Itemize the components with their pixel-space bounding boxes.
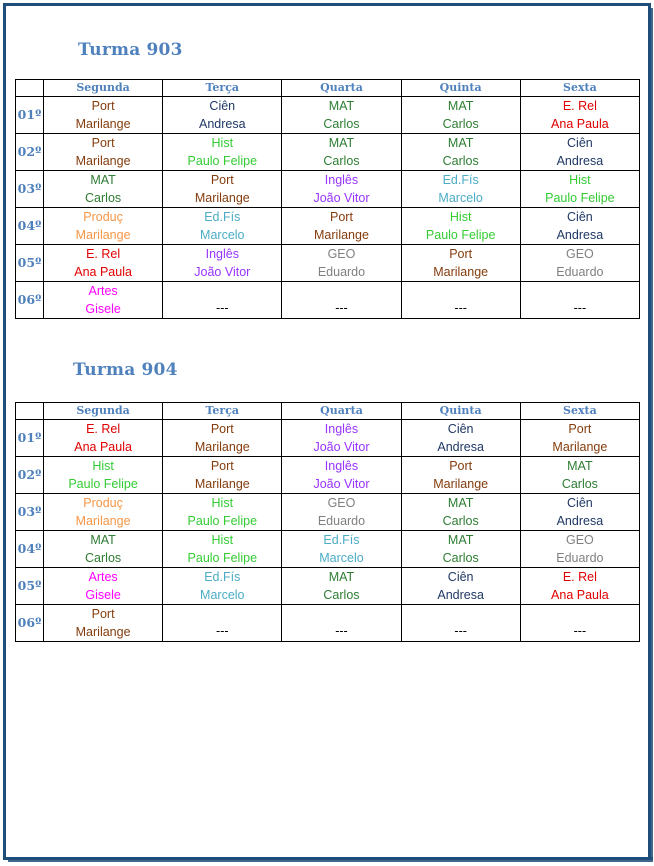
subject-label: Ciên [567, 210, 593, 224]
schedule-cell [163, 171, 282, 208]
teacher-label: Carlos [442, 154, 479, 168]
subject-label: Port [91, 136, 115, 150]
table-row [16, 208, 640, 245]
period-label: 05º [16, 568, 44, 605]
day-header: Sexta [520, 403, 639, 420]
subject-label: Port [210, 459, 234, 473]
schedule-cell [163, 134, 282, 171]
day-header: Segunda [44, 403, 163, 420]
subject-label: MAT [447, 136, 474, 150]
period-label: 03º [16, 171, 44, 208]
table-row [16, 457, 640, 494]
subject-label: Hist [211, 533, 234, 547]
schedule-cell [282, 282, 401, 319]
subject-label: Hist [449, 210, 472, 224]
schedule-cell [44, 605, 163, 642]
table-row [16, 97, 640, 134]
teacher-label: Carlos [442, 514, 479, 528]
period-label: 02º [16, 134, 44, 171]
subject-label: GEO [565, 533, 594, 547]
schedule-cell [44, 457, 163, 494]
table-row [16, 171, 640, 208]
schedule-cell [163, 605, 282, 642]
subject-label: Ed.Fís [323, 533, 360, 547]
schedule-cell [282, 134, 401, 171]
schedule-cell [401, 97, 520, 134]
subject-label: MAT [328, 570, 355, 584]
teacher-label: Andresa [437, 440, 484, 454]
subject-label: Hist [92, 459, 114, 473]
schedule-cell [520, 420, 639, 457]
schedule-cell [401, 208, 520, 245]
schedule-cell [401, 134, 520, 171]
schedule-cell [44, 568, 163, 605]
schedule-cell [401, 171, 520, 208]
schedule-cell [44, 134, 163, 171]
teacher-label: Paulo Felipe [545, 191, 615, 205]
table-row [16, 531, 640, 568]
table-title-903: Turma 903 [78, 40, 183, 60]
teacher-label: Paulo Felipe [68, 477, 138, 491]
subject-label: Inglês [324, 459, 359, 473]
teacher-label: Marcelo [438, 191, 483, 205]
teacher-label: Carlos [323, 117, 360, 131]
subject-label: E. Rel [86, 422, 121, 436]
schedule-cell [401, 420, 520, 457]
subject-label: Port [210, 173, 234, 187]
subject-label: MAT [90, 533, 116, 547]
schedule-cell [401, 531, 520, 568]
table-row [16, 134, 640, 171]
schedule-cell [282, 208, 401, 245]
period-label: 05º [16, 245, 44, 282]
schedule-cell [401, 494, 520, 531]
teacher-label: João Vitor [313, 191, 370, 205]
day-header: Quinta [401, 80, 520, 97]
day-header: Quinta [401, 403, 520, 420]
teacher-label: Carlos [85, 191, 122, 205]
schedule-cell [44, 282, 163, 319]
teacher-label: Andresa [556, 228, 604, 242]
subject-label: MAT [447, 99, 474, 113]
teacher-label: Marilange [194, 191, 250, 205]
subject-label: MAT [328, 99, 355, 113]
subject-label: Ciên [567, 496, 593, 510]
teacher-label: João Vitor [194, 265, 251, 279]
period-label: 02º [16, 457, 44, 494]
table-title-904: Turma 904 [73, 360, 178, 380]
subject-label: MAT [90, 173, 116, 187]
subject-label: E. Rel [562, 570, 597, 584]
subject-label: GEO [327, 247, 356, 261]
period-label: 04º [16, 531, 44, 568]
schedule-cell [282, 605, 401, 642]
schedule-cell [520, 245, 639, 282]
day-header: Quarta [282, 403, 401, 420]
teacher-label: Marcelo [200, 228, 245, 242]
subject-label: Port [568, 422, 592, 436]
subject-label: Ciên [447, 570, 474, 584]
teacher-label: Ana Paula [551, 117, 609, 131]
empty-slot: --- [216, 624, 229, 638]
teacher-label: Andresa [556, 154, 604, 168]
subject-label: Produç [83, 496, 123, 510]
schedule-cell [44, 420, 163, 457]
teacher-label: Carlos [85, 551, 122, 565]
subject-label: Produç [83, 210, 123, 224]
subject-label: Inglês [324, 173, 359, 187]
teacher-label: Carlos [323, 588, 360, 602]
subject-label: Hist [211, 496, 234, 510]
teacher-label: Gisele [85, 302, 121, 316]
subject-label: E. Rel [86, 247, 121, 261]
subject-label: Port [91, 99, 115, 113]
empty-slot: --- [573, 301, 587, 315]
teacher-label: Marilange [314, 228, 369, 242]
schedule-cell [282, 531, 401, 568]
day-header: Terça [163, 80, 282, 97]
subject-label: Port [449, 459, 473, 473]
teacher-label: Marilange [433, 265, 489, 279]
teacher-label: Paulo Felipe [187, 514, 258, 528]
teacher-label: Carlos [442, 117, 479, 131]
page-border-shadow-bottom [8, 857, 653, 862]
subject-label: Ed.Fís [442, 173, 479, 187]
schedule-table-903 [15, 79, 640, 319]
schedule-cell [163, 531, 282, 568]
table-row [16, 605, 640, 642]
schedule-cell [520, 134, 639, 171]
subject-label: Inglês [324, 422, 359, 436]
schedule-cell [401, 282, 520, 319]
empty-slot: --- [573, 624, 587, 638]
subject-label: GEO [327, 496, 356, 510]
schedule-cell [282, 171, 401, 208]
period-label: 01º [16, 97, 44, 134]
subject-label: Ciên [447, 422, 474, 436]
teacher-label: Gisele [85, 588, 121, 602]
schedule-cell [401, 245, 520, 282]
schedule-cell [520, 568, 639, 605]
table-row [16, 282, 640, 319]
schedule-cell [520, 494, 639, 531]
schedule-cell [44, 245, 163, 282]
subject-label: Inglês [205, 247, 239, 261]
subject-label: MAT [447, 496, 474, 510]
empty-slot: --- [454, 624, 467, 638]
schedule-cell [282, 420, 401, 457]
teacher-label: Ana Paula [551, 588, 609, 602]
schedule-cell [44, 208, 163, 245]
teacher-label: Marilange [75, 117, 131, 131]
subject-label: Hist [569, 173, 591, 187]
teacher-label: Andresa [199, 117, 246, 131]
teacher-label: Eduardo [317, 265, 366, 279]
schedule-cell [163, 282, 282, 319]
teacher-label: Eduardo [556, 551, 604, 565]
table-row [16, 494, 640, 531]
subject-label: MAT [328, 136, 355, 150]
schedule-cell [163, 568, 282, 605]
period-label: 04º [16, 208, 44, 245]
subject-label: Ed.Fís [204, 570, 241, 584]
schedule-cell [44, 171, 163, 208]
teacher-label: Carlos [561, 477, 598, 491]
subject-label: MAT [447, 533, 474, 547]
empty-slot: --- [454, 301, 467, 315]
schedule-cell [44, 494, 163, 531]
schedule-cell [282, 494, 401, 531]
empty-slot: --- [216, 301, 229, 315]
teacher-label: Andresa [437, 588, 484, 602]
schedule-cell [163, 245, 282, 282]
teacher-label: Marcelo [200, 588, 245, 602]
schedule-cell [44, 97, 163, 134]
subject-label: Port [449, 247, 473, 261]
teacher-label: Marilange [194, 477, 250, 491]
schedule-cell [282, 457, 401, 494]
subject-label: Port [91, 607, 115, 621]
teacher-label: Paulo Felipe [187, 551, 258, 565]
teacher-label: Marilange [75, 514, 131, 528]
schedule-cell [282, 245, 401, 282]
empty-slot: --- [335, 624, 348, 638]
schedule-cell [401, 605, 520, 642]
schedule-cell [401, 568, 520, 605]
subject-label: E. Rel [562, 99, 597, 113]
day-header: Segunda [44, 80, 163, 97]
subject-label: GEO [565, 247, 594, 261]
corner-cell [16, 80, 44, 97]
schedule-table-904 [15, 402, 640, 642]
schedule-cell [520, 208, 639, 245]
header-row [16, 403, 640, 420]
subject-label: Artes [88, 570, 118, 584]
teacher-label: Marilange [194, 440, 250, 454]
period-label: 03º [16, 494, 44, 531]
teacher-label: Ana Paula [74, 440, 132, 454]
teacher-label: João Vitor [313, 440, 370, 454]
schedule-cell [282, 97, 401, 134]
teacher-label: João Vitor [313, 477, 370, 491]
page-border-shadow-right [648, 8, 653, 860]
teacher-label: Marilange [75, 154, 131, 168]
schedule-cell [520, 605, 639, 642]
teacher-label: Andresa [556, 514, 604, 528]
schedule-cell [520, 171, 639, 208]
schedule-cell [520, 531, 639, 568]
teacher-label: Eduardo [317, 514, 366, 528]
subject-label: Artes [88, 284, 118, 298]
table-row [16, 568, 640, 605]
schedule-cell [520, 282, 639, 319]
period-label: 06º [16, 605, 44, 642]
header-row [16, 80, 640, 97]
schedule-cell [44, 531, 163, 568]
schedule-cell [163, 457, 282, 494]
period-label: 06º [16, 282, 44, 319]
teacher-label: Marilange [75, 625, 131, 639]
teacher-label: Marilange [433, 477, 489, 491]
table-row [16, 420, 640, 457]
day-header: Sexta [520, 80, 639, 97]
schedule-cell [282, 568, 401, 605]
day-header: Terça [163, 403, 282, 420]
teacher-label: Marilange [75, 228, 131, 242]
teacher-label: Paulo Felipe [187, 154, 258, 168]
day-header: Quarta [282, 80, 401, 97]
teacher-label: Paulo Felipe [425, 228, 496, 242]
teacher-label: Marilange [552, 440, 608, 454]
teacher-label: Ana Paula [74, 265, 132, 279]
teacher-label: Marcelo [319, 551, 364, 565]
teacher-label: Carlos [323, 154, 360, 168]
schedule-cell [520, 457, 639, 494]
schedule-cell [520, 97, 639, 134]
schedule-cell [163, 420, 282, 457]
subject-label: MAT [567, 459, 593, 473]
subject-label: Ciên [209, 99, 236, 113]
subject-label: Port [210, 422, 234, 436]
empty-slot: --- [335, 301, 348, 315]
table-row [16, 245, 640, 282]
subject-label: Hist [211, 136, 234, 150]
schedule-cell [163, 208, 282, 245]
teacher-label: Eduardo [556, 265, 604, 279]
subject-label: Ed.Fís [204, 210, 241, 224]
schedule-cell [163, 97, 282, 134]
corner-cell [16, 403, 44, 420]
schedule-cell [163, 494, 282, 531]
teacher-label: Carlos [442, 551, 479, 565]
subject-label: Ciên [567, 136, 593, 150]
schedule-cell [401, 457, 520, 494]
subject-label: Port [330, 210, 353, 224]
period-label: 01º [16, 420, 44, 457]
